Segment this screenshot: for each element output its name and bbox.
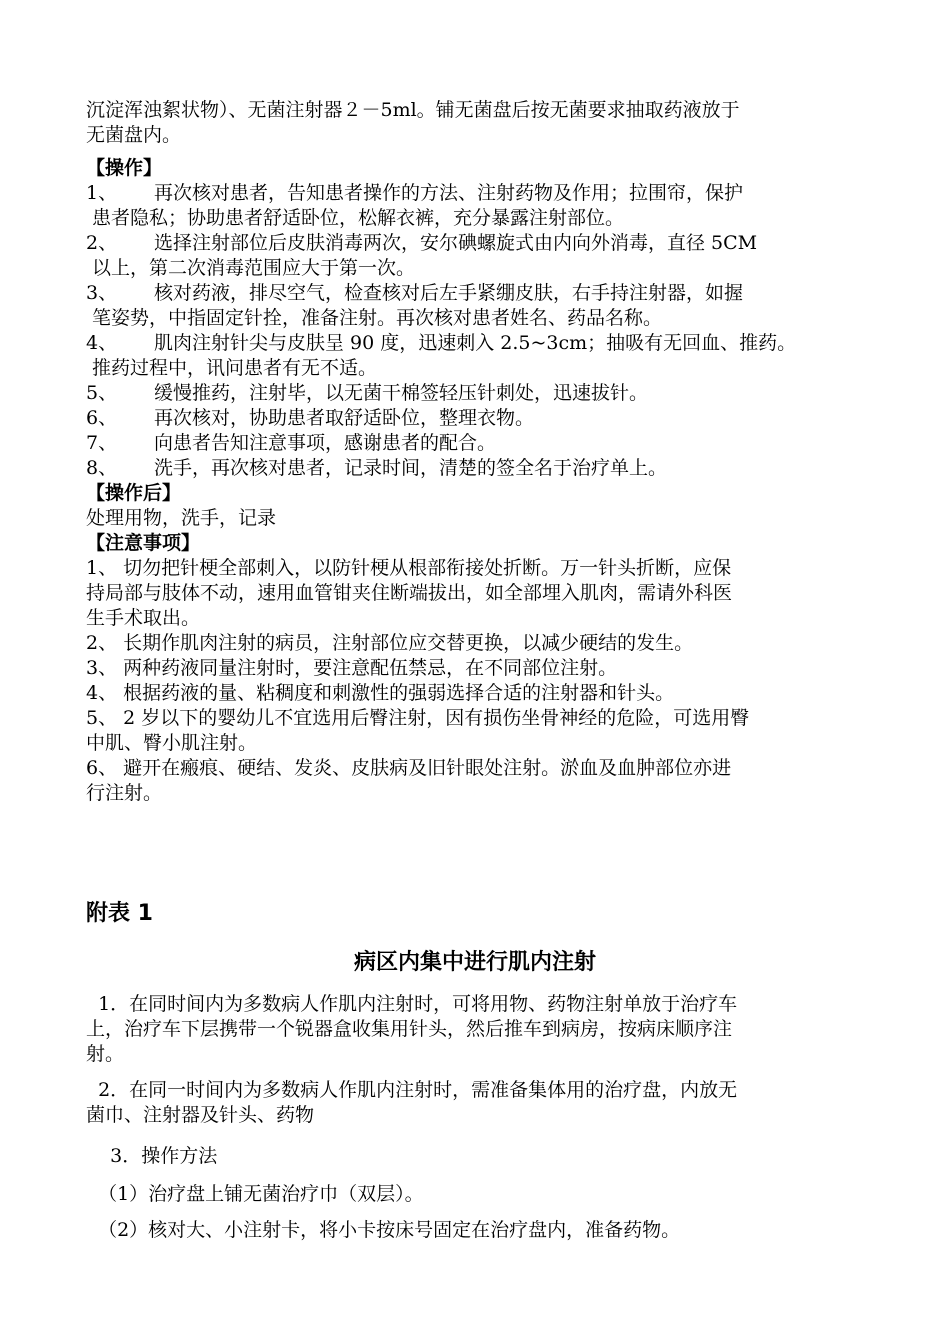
- appendix-paragraph-3: [86, 1144, 876, 1169]
- step-text: 核对药液，排尽空气，检查核对后左手紧绷皮肤，右手持注射器，如握: [154, 282, 744, 304]
- note-item: [86, 706, 876, 756]
- note-line: 4、 根据药液的量、粘稠度和刺激性的强弱选择合适的注射器和针头。: [86, 682, 675, 704]
- note-line: 2、 长期作肌肉注射的病员，注射部位应交替更换，以减少硬结的发生。: [86, 632, 694, 654]
- after-text: 处理用物，洗手，记录: [86, 507, 277, 529]
- note-item: [86, 681, 876, 706]
- document-body: [86, 98, 876, 806]
- step-text-cont: 推药过程中，讯问患者有无不适。: [92, 357, 378, 379]
- note-item: [86, 631, 876, 656]
- operation-step: [86, 456, 876, 481]
- step-text: 向患者告知注意事项，感谢患者的配合。: [154, 432, 497, 454]
- step-number: 3、: [86, 282, 118, 304]
- intro-line: 沉淀浑浊絮状物）、无菌注射器２－5ml。铺无菌盘后按无菌要求抽取药液放于: [86, 99, 740, 121]
- operation-step: [86, 281, 876, 331]
- note-line: 6、 避开在瘢痕、硬结、发炎、皮肤病及旧针眼处注射。淤血及血肿部位亦进: [86, 757, 732, 779]
- appendix-paragraph-1: [86, 992, 876, 1067]
- step-number: 5、: [86, 382, 118, 404]
- note-line: 3、 两种药液同量注射时，要注意配伍禁忌，在不同部位注射。: [86, 657, 618, 679]
- step-text-cont: 笔姿势，中指固定针拴，准备注射。再次核对患者姓名、药品名称。: [92, 307, 663, 329]
- step-text: 再次核对，协助患者取舒适卧位，整理衣物。: [154, 407, 535, 429]
- operation-step: [86, 181, 876, 231]
- note-line: 中肌、臀小肌注射。: [86, 732, 258, 754]
- note-line: 持局部与肢体不动，速用血管钳夹住断端拔出，如全部埋入肌肉，需请外科医: [86, 582, 733, 604]
- step-number: 8、: [86, 457, 118, 479]
- step-number: 6、: [86, 407, 118, 429]
- note-item: [86, 556, 876, 631]
- operation-step: [86, 431, 876, 456]
- note-line: 1、 切勿把针梗全部刺入，以防针梗从根部衔接处折断。万一针头折断，应保: [86, 557, 732, 579]
- appendix-paragraph-4: [86, 1182, 876, 1207]
- step-text: 洗手，再次核对患者，记录时间，清楚的签全名于治疗单上。: [154, 457, 668, 479]
- note-line: 5、 2 岁以下的婴幼儿不宜选用后臀注射，因有损伤坐骨神经的危险，可选用臀: [86, 707, 750, 729]
- step-text: 肌肉注射针尖与皮肤呈 90 度，迅速刺入 2.5~3cm；抽吸有无回血、推药。: [154, 332, 797, 354]
- paragraph-line: （1）治疗盘上铺无菌治疗巾（双层）。: [86, 1183, 424, 1205]
- step-text-cont: 患者隐私；协助患者舒适卧位，松解衣裤，充分暴露注射部位。: [92, 207, 625, 229]
- note-item: [86, 656, 876, 681]
- paragraph-line: （2）核对大、小注射卡，将小卡按床号固定在治疗盘内，准备药物。: [86, 1219, 681, 1241]
- after-heading: 【操作后】: [86, 482, 182, 504]
- step-text: 再次核对患者，告知患者操作的方法、注射药物及作用；拉围帘，保护: [154, 182, 744, 204]
- operation-step: [86, 406, 876, 431]
- operation-step: [86, 331, 876, 381]
- paragraph-line: 菌巾、注射器及针头、药物: [86, 1104, 315, 1126]
- note-item: [86, 756, 876, 806]
- step-number: 2、: [86, 232, 118, 254]
- paragraph-line: 射。: [86, 1043, 125, 1065]
- paragraph-line: 1．在同时间内为多数病人作肌内注射时，可将用物、药物注射单放于治疗车: [86, 993, 738, 1015]
- step-text: 缓慢推药，注射毕，以无菌干棉签轻压针刺处，迅速拔针。: [154, 382, 649, 404]
- notes-heading: 【注意事项】: [86, 532, 201, 554]
- step-text: 选择注射部位后皮肤消毒两次，安尔碘螺旋式由内向外消毒，直径 5CM: [154, 232, 758, 254]
- paragraph-line: 2．在同一时间内为多数病人作肌内注射时，需准备集体用的治疗盘，内放无: [86, 1079, 738, 1101]
- operation-heading: 【操作】: [86, 157, 163, 179]
- appendix-paragraph-2: [86, 1078, 876, 1128]
- appendix-paragraph-5: [86, 1218, 876, 1243]
- step-number: 1、: [86, 182, 118, 204]
- step-number: 4、: [86, 332, 118, 354]
- intro-line: 无菌盘内。: [86, 124, 182, 146]
- operation-step: [86, 381, 876, 406]
- step-number: 7、: [86, 432, 118, 454]
- operation-step: [86, 231, 876, 281]
- note-line: 生手术取出。: [86, 607, 201, 629]
- appendix-title: 病区内集中进行肌内注射: [353, 950, 596, 975]
- paragraph-line: 上，治疗车下层携带一个锐器盒收集用针头，然后推车到病房，按病床顺序注: [86, 1018, 733, 1040]
- step-text-cont: 以上，第二次消毒范围应大于第一次。: [92, 257, 416, 279]
- paragraph-line: 3．操作方法: [86, 1145, 218, 1167]
- note-line: 行注射。: [86, 782, 163, 804]
- appendix-label: 附表 1: [86, 901, 153, 926]
